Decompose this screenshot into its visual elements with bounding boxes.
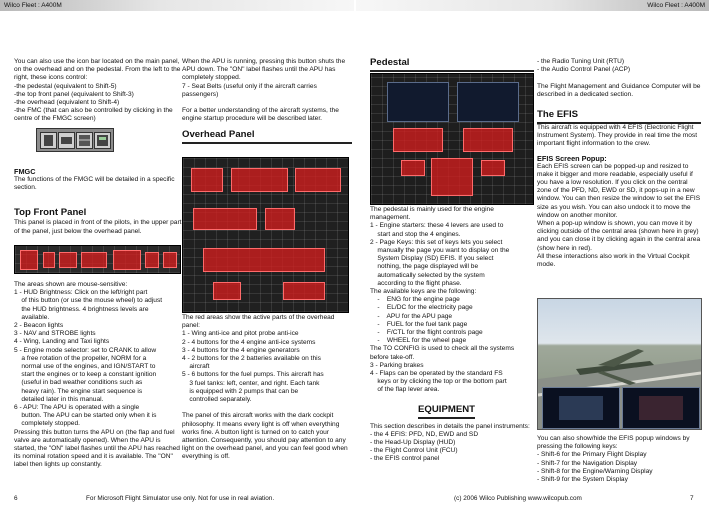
pedestal-title: [370, 57, 534, 72]
equipment-title-text: EQUIPMENT: [418, 404, 475, 419]
mouse-sensitive-areas: [14, 281, 182, 470]
efis-popup-title: EFIS Screen Popup:: [537, 153, 607, 163]
fmc-icon: [94, 132, 111, 149]
efis-text: This aircraft is equipped with 4 EFIS (Electronic Flight Instrument System). They provide in real time the most important flight information to the crew.: [537, 124, 699, 148]
overhead-icon: [76, 132, 93, 149]
icon-bar-intro: You can also use the icon bar located on the main panel, on the overhead and on the pedestal. From the left to the right, these icons control: -the pedestal (equivalent to Shift-5) -the top front panel (equivalent to Shift-3) -the overhead (equivalent to Shift-4) -the FMC (that can also be controlled by clicking in the centre of the FMGC screen): [14, 58, 181, 123]
column-4: [537, 58, 701, 269]
page-number-right: 7: [690, 495, 694, 502]
efis-title-text: The EFIS: [537, 109, 701, 124]
top-front-panel-text: This panel is placed in front of the pilots, in the upper part of the panel, just below the overhead panel.: [14, 219, 182, 235]
efis-shortcuts-text: You can also show/hide the EFIS popup windows by pressing the following keys: - Shift-6 for the Primary Flight Display - Shift-7 for the Navigation Display - Shift-8 for the Engine/Warning Display - Shift-9 for the System Display: [537, 435, 690, 484]
fmgc-title: FMGC: [14, 167, 36, 176]
overhead-panel-section: [182, 314, 352, 462]
fmgc-text: The functions of the FMGC will be detailed in a specific section.: [14, 176, 177, 192]
top-front-panel-icon: [58, 132, 75, 149]
overhead-panel-title-text: Overhead Panel: [182, 129, 352, 144]
apu-continued-text: When the APU is running, pressing this button shuts the APU down. The "ON" label flashes until the APU has completely stopped. 7 - Seat Belts (useful only if the aircraft carries passengers) For a better understanding of the aircraft systems, the engine startup procedure will be described later.: [182, 58, 346, 123]
popup-window-left[interactable]: [542, 387, 620, 429]
pedestal-section: [370, 206, 534, 464]
overhead-panel-image: [182, 157, 349, 313]
equipment-title: [418, 404, 534, 419]
header-right: Wilco Fleet : A400M: [356, 0, 709, 11]
column-3: [370, 57, 534, 72]
header-left: Wilco Fleet : A400M: [0, 0, 354, 11]
rtu-acp-text: - the Radio Tuning Unit (RTU) - the Audio Control Panel (ACP) The Flight Management and Guidance Computer will be described in a dedicated section.: [537, 58, 701, 98]
top-front-panel-title: Top Front Panel: [14, 207, 87, 219]
pedestal-title-text: Pedestal: [370, 57, 534, 72]
efis-popup-text: Each EFIS screen can be popped-up and resized to make it bigger and more readable, especially useful if you have a low resolution. If you click on the central zone of the PFD, ND, EWD or SD, it pops-up in a new window. You can then resize the window to set the EFIS size as you wish. You can also undock it to move the window on another monitor. When a pop-up window is shown, you can move it by clicking outside of the central area (shown here in grey) and you can close it by clicking again in the central area (show here in red). All these interactions also work in the Virtual Cockpit mode.: [537, 162, 701, 269]
pedestal-text: The pedestal is mainly used for the engine management. 1 - Engine starters: these 4 levers are used to start and stop the 4 engines. 2 - Page Keys: this set of keys lets you select manually the page you want to display on the System Display (SD) EFIS. If you select nothing, the page displayed will be automatically selected by the system according to the flight phase. The available keys are the following: - ENG for the engine page - EL/DC for the electricity page - APU for the APU page - FUEL for the fuel tank page - F/CTL for the flight controls page - WHEEL for the wheel page The TO CONFIG is used to check all the systems before take-off. 3 - Parking brakes 4 - Flaps can be operated by the standard FS keys or by clicking the top or the bottom part of the flap lever area.: [370, 206, 515, 394]
pedestal-icon: [40, 132, 57, 149]
column-2: [182, 58, 352, 144]
overhead-panel-title: [182, 129, 352, 144]
efis-title: [537, 109, 701, 124]
fmgc-section: [14, 167, 182, 236]
popup-window-right[interactable]: [622, 387, 700, 429]
areas-text: The areas shown are mouse-sensitive: 1 - HUD Brightness: Click on the left/right part of this button (or use the mouse wheel) to adjust the HUD brightness. 4 brightness levels are available. 2 - Beacon lights 3 - NAV and STROBE lights 4 - Wing, Landing and Taxi lights 5 - Engine mode selector: set to CRANK to allow a free rotation of the propeller, NORM for a normal use of the engines, and IGN/START to start the engines or to keep a constant ignition (useful in bad weather conditions such as heavy rain). The engine start sequence is detailed later in this manual. 6 - APU: The APU is operated with a single button. The APU can be started only when it is completely stopped. Pressing this button turns the APU on (the flap and fuel valve are automatically opened). When the APU is started, the "ON" label flashes until the APU has reached its nominal rotation speed and it is available. The "ON" label then lights up constantly.: [14, 281, 180, 469]
equipment-text: This section describes in details the panel instruments: - the 4 EFIS: PFD, ND, EWD and SD - the Head-Up Display (HUD) - the Flight Control Unit (FCU) - the EFIS control panel: [370, 422, 530, 463]
top-front-panel-image: [14, 245, 181, 274]
icon-bar-image: [36, 128, 114, 152]
efis-popup-screenshot: [537, 298, 702, 430]
pedestal-image: [370, 73, 534, 205]
column-1: [14, 58, 182, 124]
footer-note: For Microsoft Flight Simulator use only. Not for use in real aviation.: [86, 495, 275, 502]
footer-copyright: (c) 2006 Wilco Publishing www.wilcopub.com: [454, 495, 582, 502]
overhead-panel-text: The red areas show the active parts of the overhead panel: 1 - Wing anti-ice and pitot probe anti-ice 2 - 4 buttons for the 4 engine anti-ice systems 3 - 4 buttons for the 4 engine generators 4 - 2 buttons for the 2 batteries available on this aircraft 5 - 6 buttons for the fuel pumps. This aircraft has 3 fuel tanks: left, center, and right. Each tank is equipped with 2 pumps that can be controlled separately. The panel of this aircraft works with the dark cockpit philosophy. It means every light is off when everything works fine. A button light is turned on to catch your attention. Consequently, you should pay attention to any light on the overhead panel, and you can feel good when everything is off.: [182, 314, 348, 461]
efis-shortcuts-section: [537, 435, 701, 484]
page-number-left: 6: [14, 495, 18, 502]
